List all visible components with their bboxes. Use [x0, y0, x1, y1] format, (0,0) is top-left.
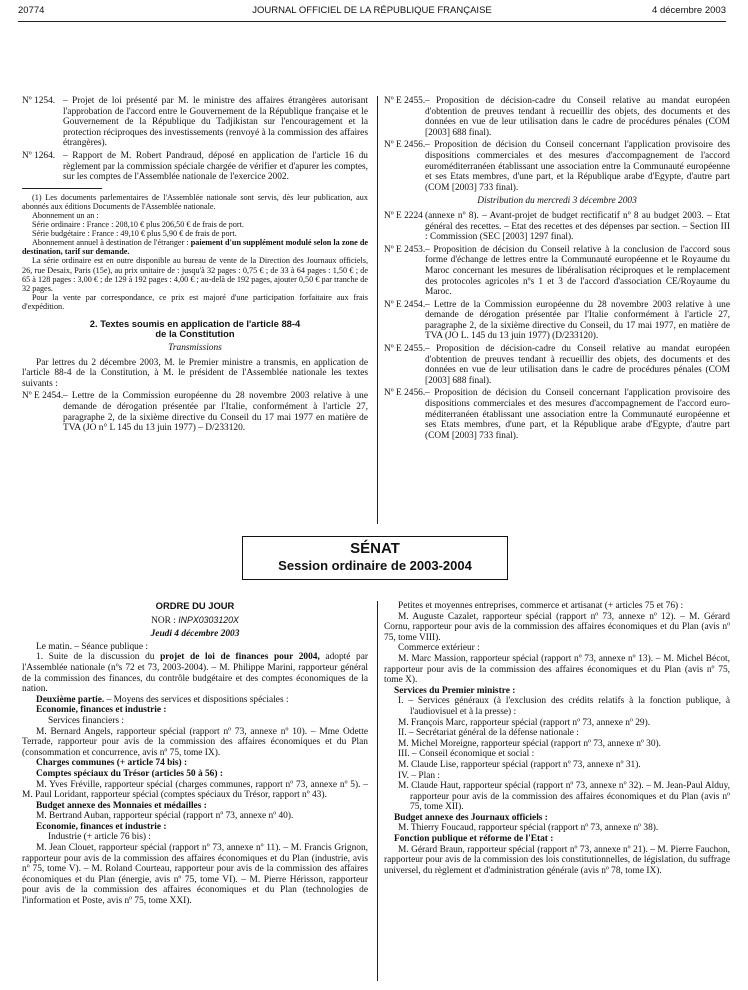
list-item: M. Claude Lise, rapporteur spécial (rapport nº 73, annexe nº 31).: [398, 759, 641, 770]
bottom-right-column: Petites et moyennes entreprises, commerce et artisanat (+ articles 75 et 76) : M. Auguste Cazalet, rapporteur spécial (rapport nº 73, annexe nº 12). – M. Gérard Cornu, rapporteur pour avis de la commission des affaires économiques et du Plan (avis nº 75, tome VIII). Commerce extérieur : M. Marc Massion, rapporteur spécial (rapport nº 73, annexe nº 13). – M. Michel Bécot, rapporteur pour avis de la commission des affaires économiques et du Plan (avis nº 75, tome X). Services du Premier ministre : I. – Services généraux (à l'exclusion des crédits relatifs à la fonction publique, à l'audiovisuel et à la presse) : M. François Marc, rapporteur spécial (rapport nº 73, annexe nº 29). II. – Secrétariat général de la défense nationale : M. Michel Moreigne, rapporteur spécial (rapport nº 73, annexe nº 30). III. – Conseil économique et social : M. Claude Lise, rapporteur spécial (rapport nº 73, annexe nº 31). IV. – Plan : M. Claude Haut, rapporteur spécial (rapport nº 73, annexe nº 32). – M. Jean-Paul Alduy, rapporteur pour avis de la commission des affaires économiques et du Plan (avis nº 75, tome XII). Budget annexe des Journaux officiels : M. Thierry Foucaud, rapporteur spécial (rapport nº 73, annexe nº 38). Fonction publique et réforme de l'Etat : M. Gérard Braun, rapporteur spécial (rapport nº 73, annexe nº 21). – M. Pierre Fauchon, rapporteur pour avis de la commission des lois constitutionnelles, de législation, du suffrage universel, du règlement et d'administration générale (avis nº 78, tome IX).: [384, 601, 731, 876]
section-title: 2. Textes soumis en application de l'article 88-4 de la Constitution: [89, 317, 301, 340]
senat-banner: [242, 536, 508, 580]
top-left-column: [22, 96, 368, 436]
list-item: Nº E 2456. – Proposition de décision du Conseil concernant l'application provisoire des dispositions commerciales et des mesures d'accompagnement de l'accord euro-méditerranéen établissant une association entre la Communauté européenne et ses Etats membres, d'une part, et la République arabe d'Egypte, d'autre part (COM [2003] 733 final).: [384, 388, 730, 441]
top-right-column: [384, 96, 730, 443]
list-item: Nº E 2454. – Lettre de la Commission européenne du 28 novembre 2003 relative à une demande de dérogation présentée par l'Italie conformément à l'article 27, paragraphe 2, de la sixième directive du Conseil, du 17 mai 1977, en matière de TVA (JO L. 145 du 13 juin 1977) (D/233120).: [384, 299, 730, 342]
bottom-left-column: ORDRE DU JOUR NOR : INPX0303120X Jeudi 4 décembre 2003 Le matin. – Séance publique : 1. Suite de la discussion du projet de loi de finances pour 2004, adopté par l'Assemblée nationale (nºs 72 et 73, 2003-2004). – M. Philippe Marini, rapporteur général de la commission des finances, du contrôle budgétaire et des comptes économiques de la nation. Deuxième partie. – Moyens des services et dispositions spéciales : Economie, finances et industrie : Services financiers : M. Bernard Angels, rapporteur spécial (rapport nº 73, annexe nº 10). – Mme Odette Terrade, rapporteur pour avis de la commission des affaires économiques et du Plan (consommation et concurrence, avis nº 75, tome IX). Charges communes (+ article 74 bis) : Comptes spéciaux du Trésor (articles 50 à 56) : M. Yves Fréville, rapporteur spécial (charges communes, rapport nº 73, annexe nº 5). – M. Paul Loridant, rapporteur spécial (comptes spéciaux du Trésor, rapport nº 43). Budget annexe des Monnaies et médailles : M. Bertrand Auban, rapporteur spécial (rapport nº 73, annexe nº 40). Economie, finances et industrie : Industrie (+ article 76 bis) : M. Jean Clouet, rapporteur spécial (rapport nº 73, annexe nº 11). – M. Francis Grignon, rapporteur pour avis de la commission des affaires économiques et du Plan (industrie, avis nº 75, tome V). – M. Roland Courteau, rapporteur pour avis de la commission des affaires économiques et du Plan (énergie, avis nº 75, tome VI). – M. Pierre Hérisson, rapporteur pour avis de la commission des affaires économiques et du Plan (technologies de l'information et Poste, avis nº 75, tome XXI).: [22, 600, 369, 907]
list-item: II. – Secrétariat général de la défense nationale :: [398, 728, 579, 739]
list-item: Nº E 2456. – Proposition de décision du Conseil concernant l'application provisoire des dispositions commerciales et des mesures d'accompagnement de l'accord euroméditerranéen établissant une association entre la Communauté européenne et ses Etats membres, d'une part, et la République arabe d'Egypte, d'autre part (COM [2003] 733 final).: [384, 140, 730, 193]
ordre-du-jour-title: ORDRE DU JOUR: [155, 600, 235, 611]
header-date: 4 décembre 2003: [652, 5, 726, 16]
list-item: Nº E 2224 (annexe nº 8). – Avant-projet de budget rectificatif nº 8 au budget 2003. – Etat général des recettes. – Etat des recettes et des dépenses par section. – Section III : Commission (SEC [2003] 1297 final).: [384, 210, 730, 243]
footnote: (1) Les documents parlementaires de l'Assemblée nationale sont servis, dès leur publication, aux abonnés aux éditions Documents de l'Assemblée nationale. Abonnement un an : Série ordinaire : France : 208,10 € plus 206,50 € de frais de port. Série budgétaire : France : 49,10 € plus 5,90 € de frais de port. Abonnement annuel à destination de l'étranger : paiement d'un supplément modulé selon la zone de destination, tarif sur demande. La série ordinaire est en outre disponible au bureau de vente de la Direction des Journaux officiels, 26, rue Desaix, Paris (15e), au prix unitaire de : jusqu'à 32 pages : 0,75 € ; de 33 à 64 pages : 1,50 € ; de 65 à 128 pages : 3,00 € ; de 129 à 192 pages : 4,00 € ; au-delà de 192 pages, ajouter 0,50 € par tranche de 32 pages. Pour la vente par correspondance, ce prix est majoré d'une participation forfaitaire aux frais d'expédition.: [22, 192, 369, 311]
list-item: IV. – Plan :: [398, 770, 441, 781]
list-item: Nº E 2453. – Proposition de décision du Conseil relative à la conclusion de l'accord sous forme d'échange de lettres entre la Communauté européenne et le Royaume du Maroc concernant les mesures de libéralisation réciproques et le remplacement des protocoles agricoles nºs 1 et 3 de l'accord d'association CE/Royaume du Maroc.: [384, 244, 730, 298]
list-item: M. François Marc, rapporteur spécial (rapport nº 73, annexe nº 29).: [398, 717, 651, 728]
list-item: I. – Services généraux (à l'exclusion des crédits relatifs à la fonction publique, à l'audiovisuel et à la presse) :: [398, 696, 731, 717]
page-header: [18, 6, 726, 20]
senat-title: SÉNAT: [350, 540, 400, 557]
session-subtitle: Session ordinaire de 2003-2004: [278, 558, 472, 573]
intro-paragraph: Par lettres du 2 décembre 2003, M. le Premier ministre a transmis, en application de l'article 88-4 de la Constitution, à M. le président de l'Assemblée nationale les textes suivants :: [22, 357, 368, 389]
list-item: Nº 1264. – Rapport de M. Robert Pandraud, déposé en application de l'article 16 du règlement par la commission spéciale chargée de vérifier et d'apurer les comptes, sur les comptes de l'Assemblée nationale de l'exercice 2002.: [22, 150, 368, 183]
list-item: III. – Conseil économique et social :: [398, 749, 535, 760]
list-item: Nº E 2455. – Proposition de décision-cadre du Conseil relative au mandat européen d'obtention de preuves tendant à recueillir des objets, des documents et des données en vue de leur utilisation dans le cadre de procédures pénales (COM [2003] 688 final).: [384, 96, 730, 138]
column-divider-top: [377, 96, 378, 524]
footnote-rule: [22, 188, 102, 189]
list-item: M. Michel Moreigne, rapporteur spécial (rapport nº 73, annexe nº 30).: [398, 738, 662, 749]
session-date: Jeudi 4 décembre 2003: [150, 629, 240, 640]
list-item: Nº E 2454. – Lettre de la Commission européenne du 28 novembre 2003 relative à une demande de dérogation présentée par l'Italie, conformément à l'article 27, paragraphe 2, de la sixième directive du Conseil du 17 mai 1977 en matière de TVA (JO n° L 145 du 13 juin 1977) – D/233120.: [22, 391, 368, 434]
list-item: M. Claude Haut, rapporteur spécial (rapport nº 73, annexe nº 32). – M. Jean-Paul Alduy, rapporteur pour avis de la commission des affaires économiques et du Plan (avis nº 75, tome XII).: [398, 781, 730, 813]
distribution-title: Distribution du mercredi 3 décembre 2003: [477, 196, 637, 207]
journal-title: JOURNAL OFFICIEL DE LA RÉPUBLIQUE FRANÇAISE: [252, 5, 492, 16]
nor-reference: NOR : INPX0303120X: [151, 614, 239, 626]
list-item: Nº E 2455. – Proposition de décision-cadre du Conseil relative au mandat européen d'obtention de preuves tendant à recueillir des objets, des documents et des données en vue de leur utilisation dans le cadre de procédures pénales (COM [2003] 688 final).: [384, 344, 730, 386]
subsection-title: Transmissions: [168, 342, 222, 353]
column-divider-bottom: [377, 601, 378, 981]
header-rule: [18, 21, 726, 22]
page-number: 20774: [18, 5, 45, 16]
list-item: Nº 1254. – Projet de loi présenté par M. le ministre des affaires étrangères autorisant l'approbation de l'accord entre le Gouvernement de la République française et le Gouvernement de la République du Tadjikistan sur l'encouragement et la protection réciproques des investissements (renvoyé à la commission des affaires étrangères).: [22, 96, 368, 149]
